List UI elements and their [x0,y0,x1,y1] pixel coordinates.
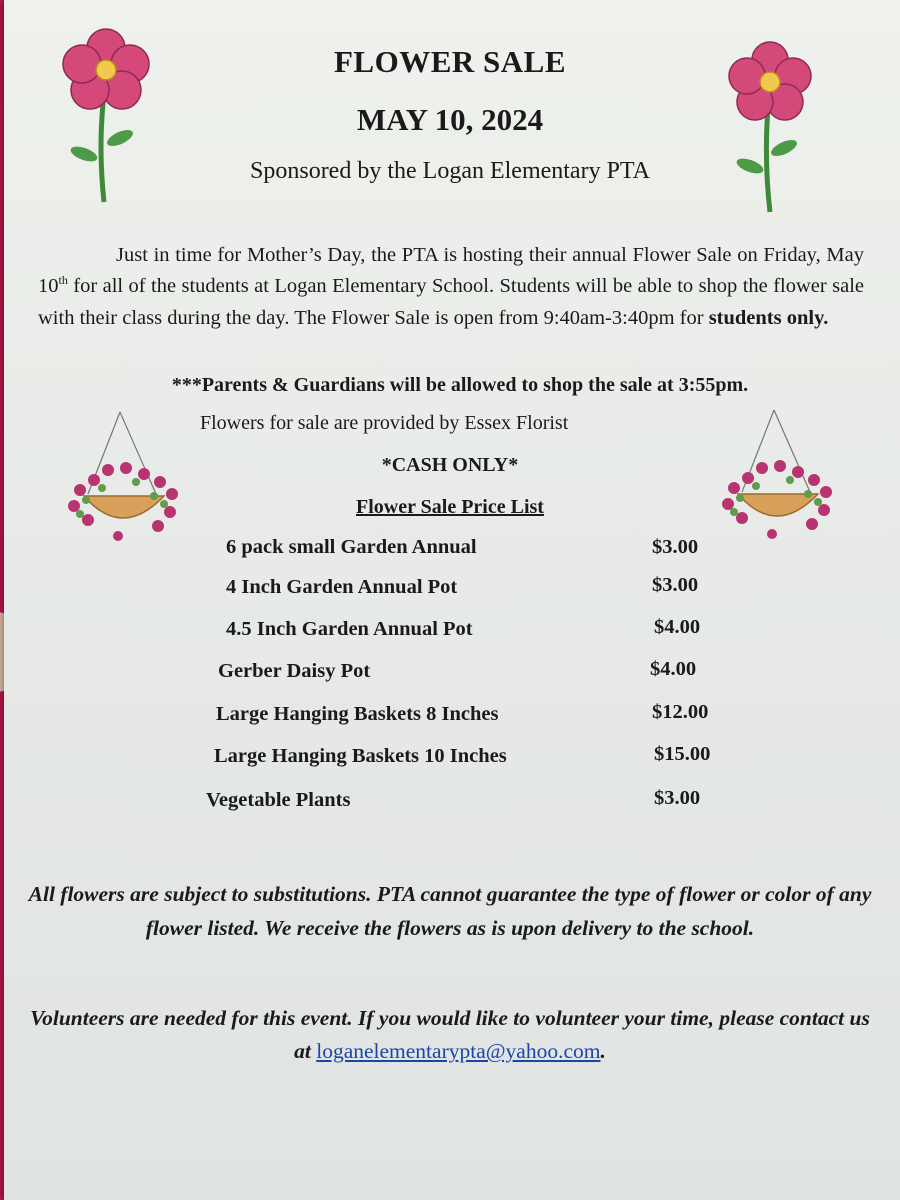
parents-note: ***Parents & Guardians will be allowed to shop the sale at 3:55pm. [171,374,749,396]
price-item-price: $4.00 [654,616,701,638]
intro-text-1: Just in time for Mother’s Day, the PTA is hosting their annual Flower Sale on Friday, May 10 [38,244,864,298]
flyer-title: FLOWER SALE [333,44,567,79]
price-item-name: Large Hanging Baskets 10 Inches [214,745,507,767]
cash-only-note: *CASH ONLY* [381,454,519,476]
price-item-price: $3.00 [652,536,699,558]
florist-note: Flowers for sale are provided by Essex Florist [200,412,569,434]
volunteer-text: Volunteers are needed for this event. If you would like to volunteer your time, please contact us at [30,1006,870,1064]
price-item-price: $3.00 [652,574,699,596]
volunteer-paragraph [20,1002,880,1069]
disclaimer-text: All flowers are subject to substitutions. PTA cannot guarantee the type of flower or color of any flower listed. We receive the flowers as is upon delivery to the school. [28,882,872,940]
intro-text-2: for all of the students at Logan Elementary School. Students will be able to shop the flower sale with their class during the day. The Flower Sale is open from 9:40am-3:40pm for [38,275,864,329]
volunteer-end: . [600,1039,606,1064]
price-item-name: Vegetable Plants [206,789,351,811]
price-item-name: 4.5 Inch Garden Annual Pot [226,618,473,640]
hanging-basket-icon-left [60,408,190,548]
intro-paragraph [38,240,864,334]
price-item-price: $15.00 [654,743,711,765]
price-item-price: $12.00 [652,701,709,723]
price-item-name: Gerber Daisy Pot [218,660,371,682]
price-item-name: Large Hanging Baskets 8 Inches [216,703,499,725]
price-list-title: Flower Sale Price List [356,496,544,518]
sale-date: MAY 10, 2024 [356,102,544,137]
intro-bold-end: students only. [708,306,829,329]
price-item-name: 4 Inch Garden Annual Pot [226,576,458,598]
contact-email-link[interactable]: loganelementarypta@yahoo.com [316,1039,601,1064]
price-item-price: $3.00 [654,787,701,809]
price-item-price: $4.00 [650,658,697,680]
price-item-name: 6 pack small Garden Annual [226,536,477,558]
sponsor-line: Sponsored by the Logan Elementary PTA [250,158,650,184]
intro-superscript: th [58,273,68,288]
